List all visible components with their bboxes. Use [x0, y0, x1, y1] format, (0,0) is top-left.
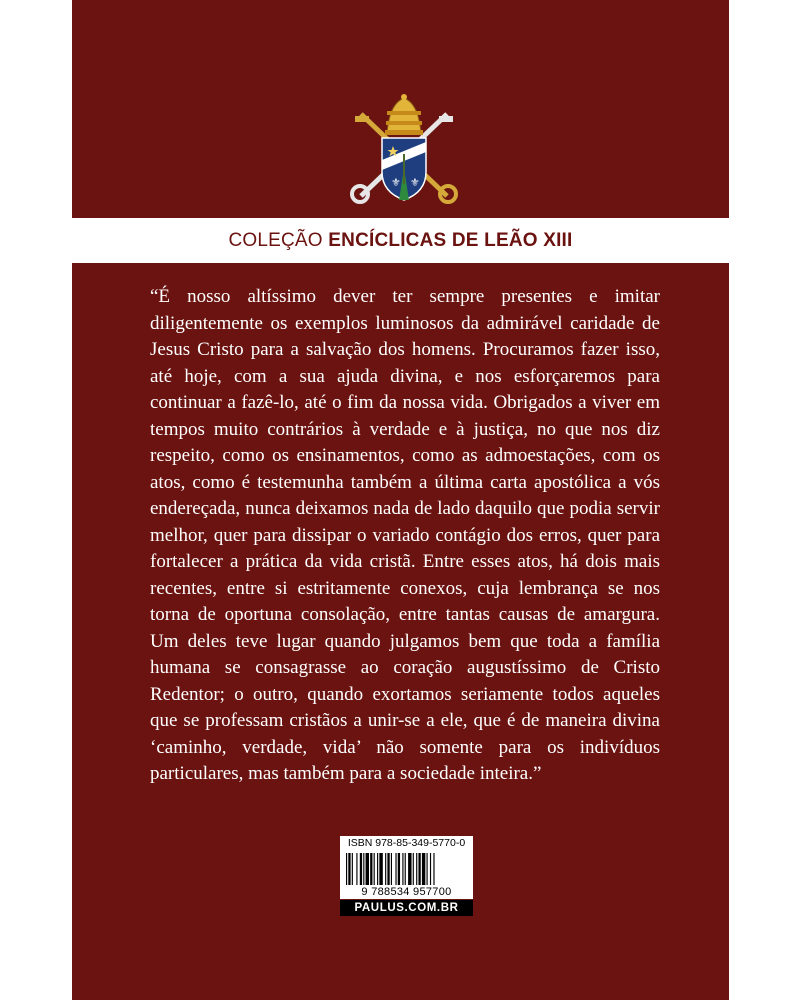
series-title	[228, 230, 572, 252]
isbn-label: ISBN 978-85-349-5770-0	[340, 836, 473, 851]
encyclical-quote: “É nosso altíssimo dever ter sempre presentes e imitar diligentemente os exemplos luminosos da admirável caridade de Jesus Cristo para a salvação dos homens. Procuramos fazer isso, até hoje, com a sua ajuda divina, e nos esforçaremos para continuar a fazê-lo, até o fim da nossa vida. Obrigados a viver em tempos muito contrários à verdade e à justiça, no que nos diz respeito, como os ensinamentos, como as admoestações, com os atos, como é testemunha também a última carta apostólica a vós endereçada, nunca deixamos nada de lado daquilo que podia servir melhor, quer para dissipar o variado contágio dos erros, quer para fortalecer a prática da vida cristã. Entre esses atos, há dois mais recentes, entre si estritamente conexos, cuja lembrança se nos torna de oportuna consolação, entre tantas causas de amargura. Um deles teve lugar quando julgamos bem que toda a família humana se consagrasse ao coração augustíssimo de Cristo Redentor; o outro, quando exortamos seriamente todos aqueles que se professam cristãos a unir-se a ele, que é de maneira divina ‘caminho, verdade, vida’ não somente para os indivíduos particulares, mas também para a sociedade inteira.”	[150, 286, 660, 784]
publisher-url: PAULUS.COM.BR	[340, 900, 473, 916]
papal-coat-of-arms-icon	[349, 94, 459, 206]
svg-text:⚜: ⚜	[410, 176, 420, 189]
series-prefix: COLEÇÃO	[228, 229, 323, 251]
back-cover	[72, 0, 729, 1000]
shield-icon	[382, 138, 426, 200]
svg-text:⚜: ⚜	[391, 176, 401, 189]
papal-tiara-icon	[385, 94, 423, 135]
barcode-block	[340, 836, 473, 916]
series-name: ENCÍCLICAS DE LEÃO XIII	[328, 229, 573, 251]
series-band	[72, 218, 729, 263]
barcode-digits: 9 788534 957700	[340, 885, 473, 899]
